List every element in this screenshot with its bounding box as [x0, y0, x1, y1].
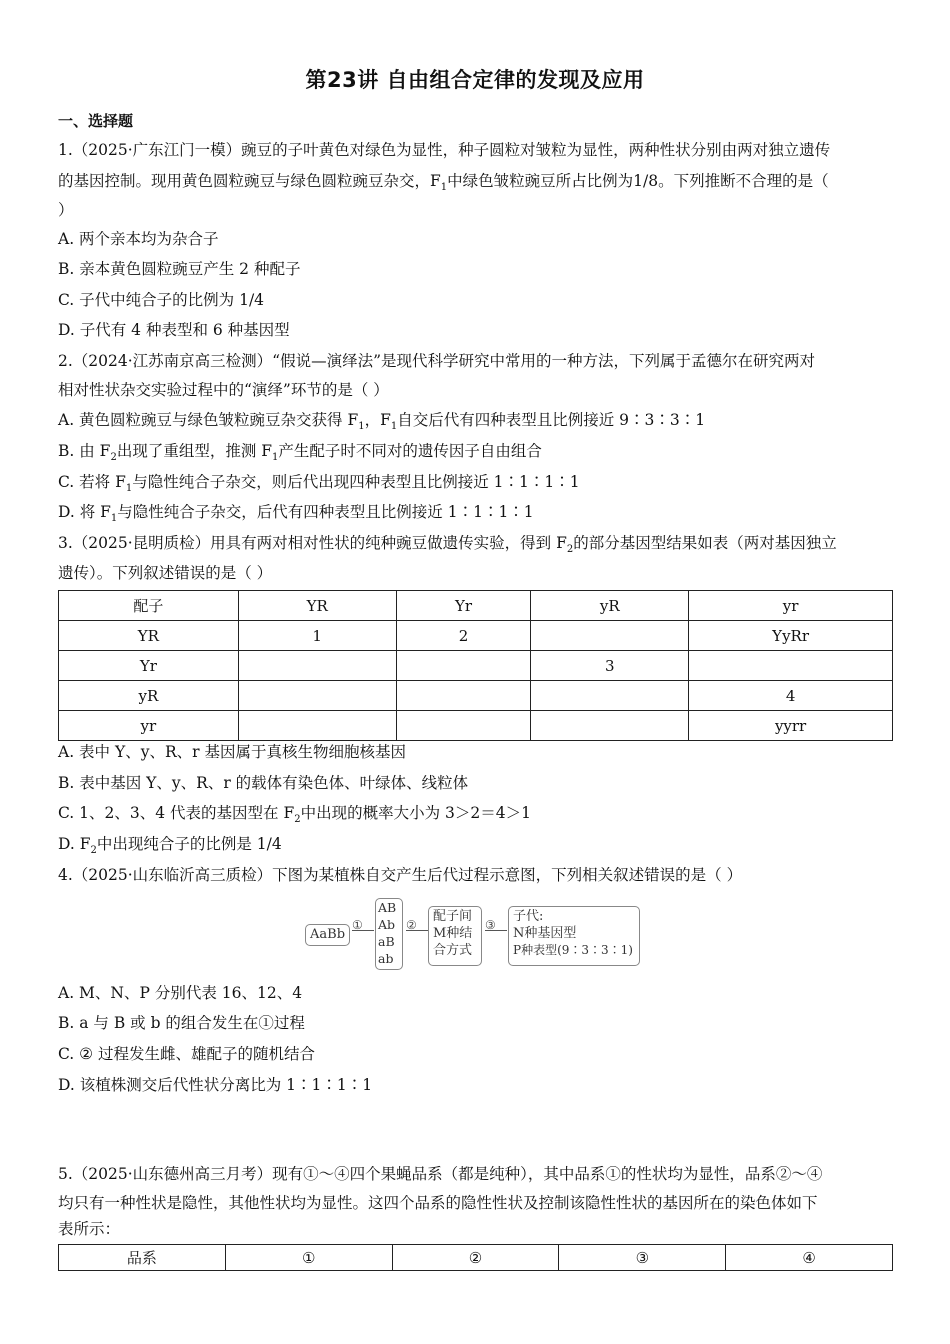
table-cell [238, 681, 396, 711]
q2-option-b: B. 由 $F_2$出现了重组型，推测 $F_1$产生配子时不同对的遗传因子自由组合 [58, 442, 542, 464]
table-row [59, 621, 893, 651]
table-header-row [59, 591, 893, 621]
q1-option-d: D. 子代有 4 种表型和 6 种基因型 [58, 321, 290, 339]
table-header-cell: yr [689, 591, 893, 621]
table-header-cell: Yr [396, 591, 531, 621]
table-header-cell: yR [531, 591, 689, 621]
q4-option-c: C. ② 过程发生雌、雄配子的随机结合 [58, 1045, 315, 1063]
q1-option-a: A. 两个亲本均为杂合子 [58, 230, 219, 248]
table-cell [531, 621, 689, 651]
table-header-cell: ① [225, 1245, 392, 1271]
q4-option-a: A. M、N、P 分别代表 16、12、4 [58, 984, 303, 1002]
gametes-box: AB Ab aB ab [375, 898, 403, 970]
table-header-cell: 配子 [59, 591, 239, 621]
q3-option-b: B. 表中基因 Y、y、R、r 的载体有染色体、叶绿体、线粒体 [58, 774, 469, 792]
q4-process-diagram [305, 898, 645, 970]
table-row [59, 681, 893, 711]
table-row [59, 651, 893, 681]
table-cell [396, 681, 531, 711]
table-header-cell: YR [238, 591, 396, 621]
q5-strain-table [58, 1244, 893, 1271]
q5-line-2: 均只有一种性状是隐性，其他性状均为显性。这四个品系的隐性性状及控制该隐性性状的基因所在的染色体如下 [58, 1194, 818, 1212]
table-cell [396, 651, 531, 681]
table-cell: 2 [396, 621, 531, 651]
q3-option-d: D. $F_2$中出现纯合子的比例是 1/4 [58, 835, 282, 857]
section-heading: 一、选择题 [58, 112, 134, 130]
q1-option-b: B. 亲本黄色圆粒豌豆产生 2 种配子 [58, 260, 301, 278]
table-cell: yyrr [689, 711, 893, 741]
offspring-box: 子代: N种基因型 P种表型(9∶3∶3∶1) [508, 906, 640, 966]
q3-gamete-table [58, 590, 893, 741]
q5-table-header-row [59, 1245, 893, 1271]
table-row [59, 711, 893, 741]
q2-option-d: D. 将 $F_1$与隐性纯合子杂交，后代有四种表型且比例接近 1∶1∶1∶1 [58, 503, 534, 525]
q2-line-1: 2.（2024·江苏南京高三检测）“假说—演绎法”是现代科学研究中常用的一种方法，下列属于孟德尔在研究两对 [58, 352, 816, 370]
table-cell: 4 [689, 681, 893, 711]
q1-line-3: ） [58, 201, 74, 219]
q4-option-b: B. a 与 B 或 b 的组合发生在①过程 [58, 1014, 305, 1032]
q4-option-d: D. 该植株测交后代性状分离比为 1∶1∶1∶1 [58, 1076, 373, 1094]
table-cell [531, 681, 689, 711]
q1-line-1: 1.（2025·广东江门一模）豌豆的子叶黄色对绿色为显性，种子圆粒对皱粒为显性，两种性状分别由两对独立遗传 [58, 141, 831, 159]
table-cell: 1 [238, 621, 396, 651]
q2-option-a: A. 黄色圆粒豌豆与绿色皱粒豌豆杂交获得 $F_1$，$F_1$自交后代有四种表型且比例接近 9∶3∶3∶1 [58, 411, 706, 433]
table-cell [238, 651, 396, 681]
q1-line-2: 的基因控制。现用黄色圆粒豌豆与绿色圆粒豌豆杂交，$F_1$中绿色皱粒豌豆所占比例为1/8。下列推断不合理的是（ [58, 172, 829, 194]
table-cell: YR [59, 621, 239, 651]
table-cell: yR [59, 681, 239, 711]
table-cell [531, 711, 689, 741]
q2-option-c: C. 若将 $F_1$与隐性纯合子杂交，则后代出现四种表型且比例接近 1∶1∶1∶1 [58, 473, 580, 495]
q5-line-1: 5.（2025·山东德州高三月考）现有①～④四个果蝇品系（都是纯种），其中品系①的性状均为显性，品系②～④ [58, 1165, 823, 1183]
q4-line-1: 4.（2025·山东临沂高三质检）下图为某植株自交产生后代过程示意图，下列相关叙述错误的是（ ） [58, 866, 743, 884]
table-header-cell: ② [392, 1245, 559, 1271]
table-header-cell: ③ [559, 1245, 726, 1271]
q2-line-2: 相对性状杂交实验过程中的“演绎”环节的是（ ） [58, 381, 389, 399]
q1-option-c: C. 子代中纯合子的比例为 1/4 [58, 291, 265, 309]
table-cell: 3 [531, 651, 689, 681]
table-cell: YyRr [689, 621, 893, 651]
q3-option-a: A. 表中 Y、y、R、r 基因属于真核生物细胞核基因 [58, 743, 406, 761]
q3-line-1: 3.（2025·昆明质检）用具有两对相对性状的纯种豌豆做遗传实验，得到 $F_2$的部分基因型结果如表（两对基因独立 [58, 534, 837, 556]
step-1-arrow: ① [352, 918, 374, 931]
combination-box: 配子间 M种结 合方式 [428, 906, 482, 966]
table-cell [689, 651, 893, 681]
table-cell [396, 711, 531, 741]
table-header-cell: ④ [726, 1245, 893, 1271]
q3-option-c: C. 1、2、3、4 代表的基因型在 $F_2$中出现的概率大小为 3＞2＝4＞1 [58, 804, 531, 826]
step-3-arrow: ③ [485, 918, 507, 931]
table-header-cell: 品系 [59, 1245, 226, 1271]
q5-line-3: 表所示： [58, 1220, 121, 1238]
table-cell: Yr [59, 651, 239, 681]
table-cell [238, 711, 396, 741]
parent-genotype-box: AaBb [305, 924, 350, 946]
step-2-arrow: ② [406, 918, 428, 931]
q3-line-2: 遗传）。下列叙述错误的是（ ） [58, 564, 273, 582]
page-title: 第23讲 自由组合定律的发现及应用 [305, 68, 645, 92]
table-cell: yr [59, 711, 239, 741]
